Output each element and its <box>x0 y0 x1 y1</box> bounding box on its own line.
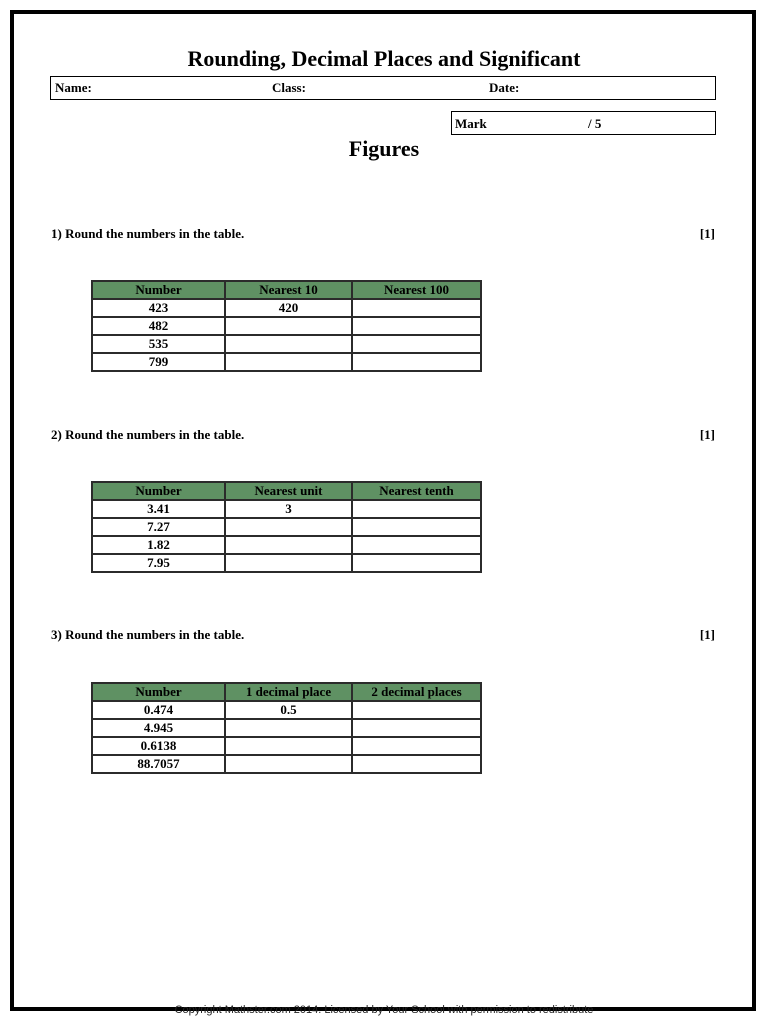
copyright-footer: Copyright Mathster.com 2014. Licensed by Your School with permission to redistribute <box>174 1004 594 1016</box>
table-header-row <box>92 482 481 500</box>
number-cell: 535 <box>92 335 225 353</box>
number-cell: 7.95 <box>92 554 225 572</box>
number-cell: 4.945 <box>92 719 225 737</box>
class-label: Class: <box>272 80 306 95</box>
column-header: Nearest tenth <box>352 482 481 500</box>
table-row <box>92 536 481 554</box>
worksheet-title-continued: Figures <box>348 136 420 161</box>
table-row <box>92 755 481 773</box>
question-prompt: 1) Round the numbers in the table. <box>51 226 245 241</box>
answer-cell[interactable] <box>352 719 481 737</box>
answer-cell[interactable] <box>225 518 352 536</box>
table-row <box>92 500 481 518</box>
question-3 <box>51 627 715 643</box>
answer-cell[interactable] <box>225 353 352 371</box>
table-row <box>92 518 481 536</box>
answer-cell[interactable] <box>352 335 481 353</box>
table-header-row <box>92 281 481 299</box>
answer-cell[interactable]: 420 <box>225 299 352 317</box>
column-header: Number <box>92 281 225 299</box>
question-2 <box>51 427 715 443</box>
answer-cell[interactable] <box>225 755 352 773</box>
answer-cell[interactable] <box>225 737 352 755</box>
number-cell: 1.82 <box>92 536 225 554</box>
answer-cell[interactable] <box>352 518 481 536</box>
question-1 <box>51 226 715 242</box>
date-label: Date: <box>489 80 520 95</box>
answer-cell[interactable] <box>225 719 352 737</box>
answer-cell[interactable] <box>352 353 481 371</box>
worksheet-title: Rounding, Decimal Places and Significant <box>187 46 581 71</box>
student-info-box <box>50 76 716 100</box>
number-cell: 423 <box>92 299 225 317</box>
rounding-table-2 <box>91 481 482 573</box>
answer-cell[interactable] <box>352 554 481 572</box>
mark-total: / 5 <box>588 116 602 131</box>
column-header: Number <box>92 683 225 701</box>
table-row <box>92 701 481 719</box>
column-header: Nearest 10 <box>225 281 352 299</box>
question-marks: [1] <box>699 627 715 642</box>
number-cell: 482 <box>92 317 225 335</box>
number-cell: 799 <box>92 353 225 371</box>
answer-cell[interactable] <box>352 701 481 719</box>
number-cell: 0.6138 <box>92 737 225 755</box>
column-header: Nearest unit <box>225 482 352 500</box>
answer-cell[interactable] <box>352 317 481 335</box>
answer-cell[interactable] <box>225 536 352 554</box>
table-row <box>92 317 481 335</box>
column-header: 2 decimal places <box>352 683 481 701</box>
answer-cell[interactable] <box>352 737 481 755</box>
answer-cell[interactable] <box>352 500 481 518</box>
column-header: 1 decimal place <box>225 683 352 701</box>
mark-box <box>451 111 716 135</box>
table-row <box>92 335 481 353</box>
answer-cell[interactable] <box>225 335 352 353</box>
table-row <box>92 737 481 755</box>
table-row <box>92 554 481 572</box>
question-prompt: 3) Round the numbers in the table. <box>51 627 245 642</box>
answer-cell[interactable]: 0.5 <box>225 701 352 719</box>
name-label: Name: <box>55 80 92 95</box>
table-row <box>92 353 481 371</box>
answer-cell[interactable] <box>352 299 481 317</box>
number-cell: 88.7057 <box>92 755 225 773</box>
column-header: Nearest 100 <box>352 281 481 299</box>
answer-cell[interactable] <box>352 536 481 554</box>
answer-cell[interactable] <box>352 755 481 773</box>
table-header-row <box>92 683 481 701</box>
mark-label: Mark <box>455 116 487 131</box>
number-cell: 7.27 <box>92 518 225 536</box>
table-row <box>92 719 481 737</box>
question-marks: [1] <box>699 427 715 442</box>
answer-cell[interactable] <box>225 554 352 572</box>
answer-cell[interactable]: 3 <box>225 500 352 518</box>
table-row <box>92 299 481 317</box>
number-cell: 0.474 <box>92 701 225 719</box>
rounding-table-1 <box>91 280 482 372</box>
column-header: Number <box>92 482 225 500</box>
rounding-table-3 <box>91 682 482 774</box>
number-cell: 3.41 <box>92 500 225 518</box>
answer-cell[interactable] <box>225 317 352 335</box>
question-marks: [1] <box>699 226 715 241</box>
question-prompt: 2) Round the numbers in the table. <box>51 427 245 442</box>
